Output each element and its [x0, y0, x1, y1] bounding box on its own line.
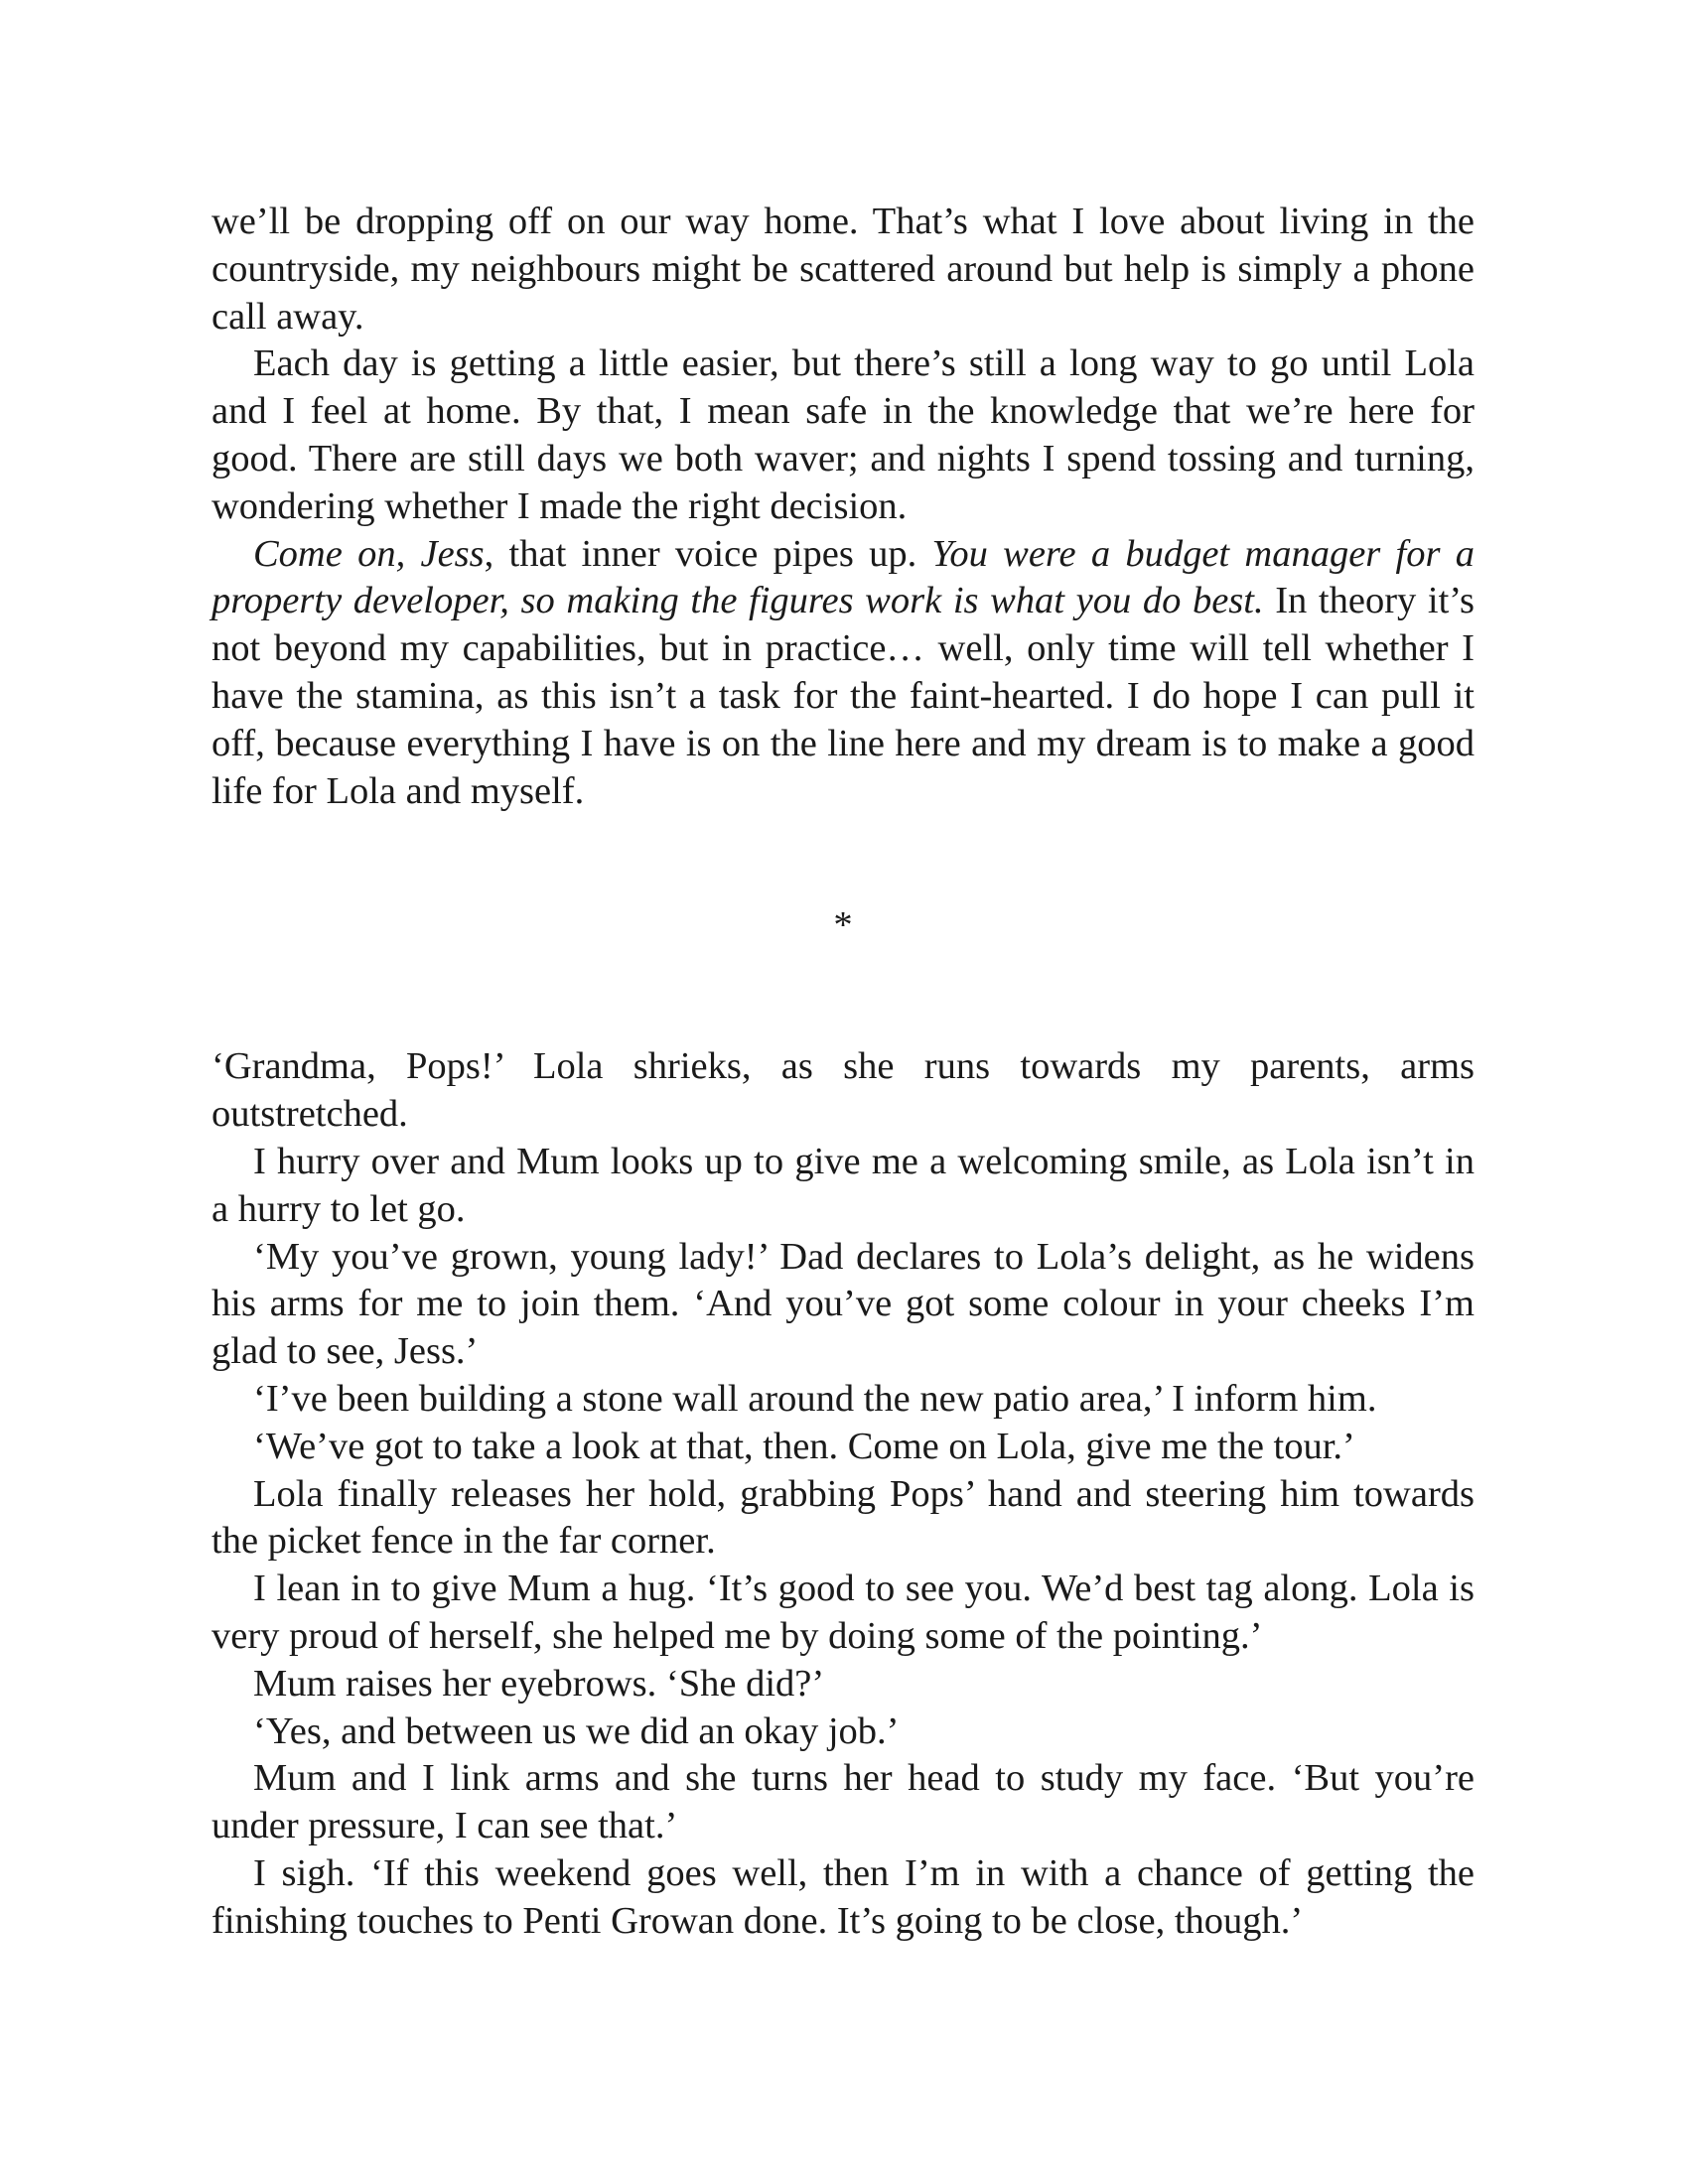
book-page	[211, 199, 1475, 1946]
scene-break	[211, 815, 1475, 1043]
paragraph: ‘Yes, and between us we did an okay job.’	[253, 1709, 900, 1752]
paragraph: ‘I’ve been building a stone wall around the new patio area,’ I inform him.	[253, 1377, 1377, 1420]
paragraph: I hurry over and Mum looks up to give me a welcoming smile, as Lola isn’t in a hurry to let go.	[211, 1140, 1475, 1230]
paragraph	[211, 531, 1475, 816]
scene-break-asterisk: *	[833, 904, 853, 947]
italic-thought: Come on, Jess	[253, 532, 485, 575]
paragraph: I sigh. ‘If this weekend goes well, then I’m in with a chance of getting the finishing touches to Penti Growan done. It’s going to be close, though.’	[211, 1851, 1475, 1942]
paragraph: Mum and I link arms and she turns her head to study my face. ‘But you’re under pressure, I can see that.’	[211, 1757, 1475, 1847]
text-run: , that inner voice pipes up.	[484, 532, 932, 575]
paragraph: Mum raises her eyebrows. ‘She did?’	[253, 1662, 825, 1705]
paragraph: we’ll be dropping off on our way home. That’s what I love about living in the countryside, my neighbours might be scattered around but help is simply a phone call away.	[211, 201, 1475, 338]
paragraph: ‘Grandma, Pops!’ Lola shrieks, as she runs towards my parents, arms outstretched.	[211, 1045, 1475, 1136]
paragraph: ‘My you’ve grown, young lady!’ Dad declares to Lola’s delight, as he widens his arms for me to join them. ‘And you’ve got some colour in your cheeks I’m glad to see, Jess.’	[211, 1235, 1475, 1373]
paragraph: ‘We’ve got to take a look at that, then. Come on Lola, give me the tour.’	[253, 1425, 1355, 1467]
paragraph: Lola finally releases her hold, grabbing Pops’ hand and steering him towards the picket fence in the far corner.	[211, 1472, 1475, 1563]
italic-thought: You were a budget manager for a property developer, so making the figures work is what you do best.	[211, 532, 1475, 622]
paragraph: Each day is getting a little easier, but there’s still a long way to go until Lola and I feel at home. By that, I mean safe in the knowledge that we’re here for good. There are still days we both waver; and nights I spend tossing and turning, wondering whether I made the right decision.	[211, 342, 1475, 527]
paragraph: I lean in to give Mum a hug. ‘It’s good to see you. We’d best tag along. Lola is very proud of herself, she helped me by doing some of the pointing.’	[211, 1568, 1475, 1657]
text-run: In theory it’s not beyond my capabilities, but in practice… well, only time will tell whether I have the stamina, as this isn’t a task for the faint-hearted. I do hope I can pull it off, because everything I have is on the line here and my dream is to make a good life for Lola and myself.	[211, 580, 1475, 812]
